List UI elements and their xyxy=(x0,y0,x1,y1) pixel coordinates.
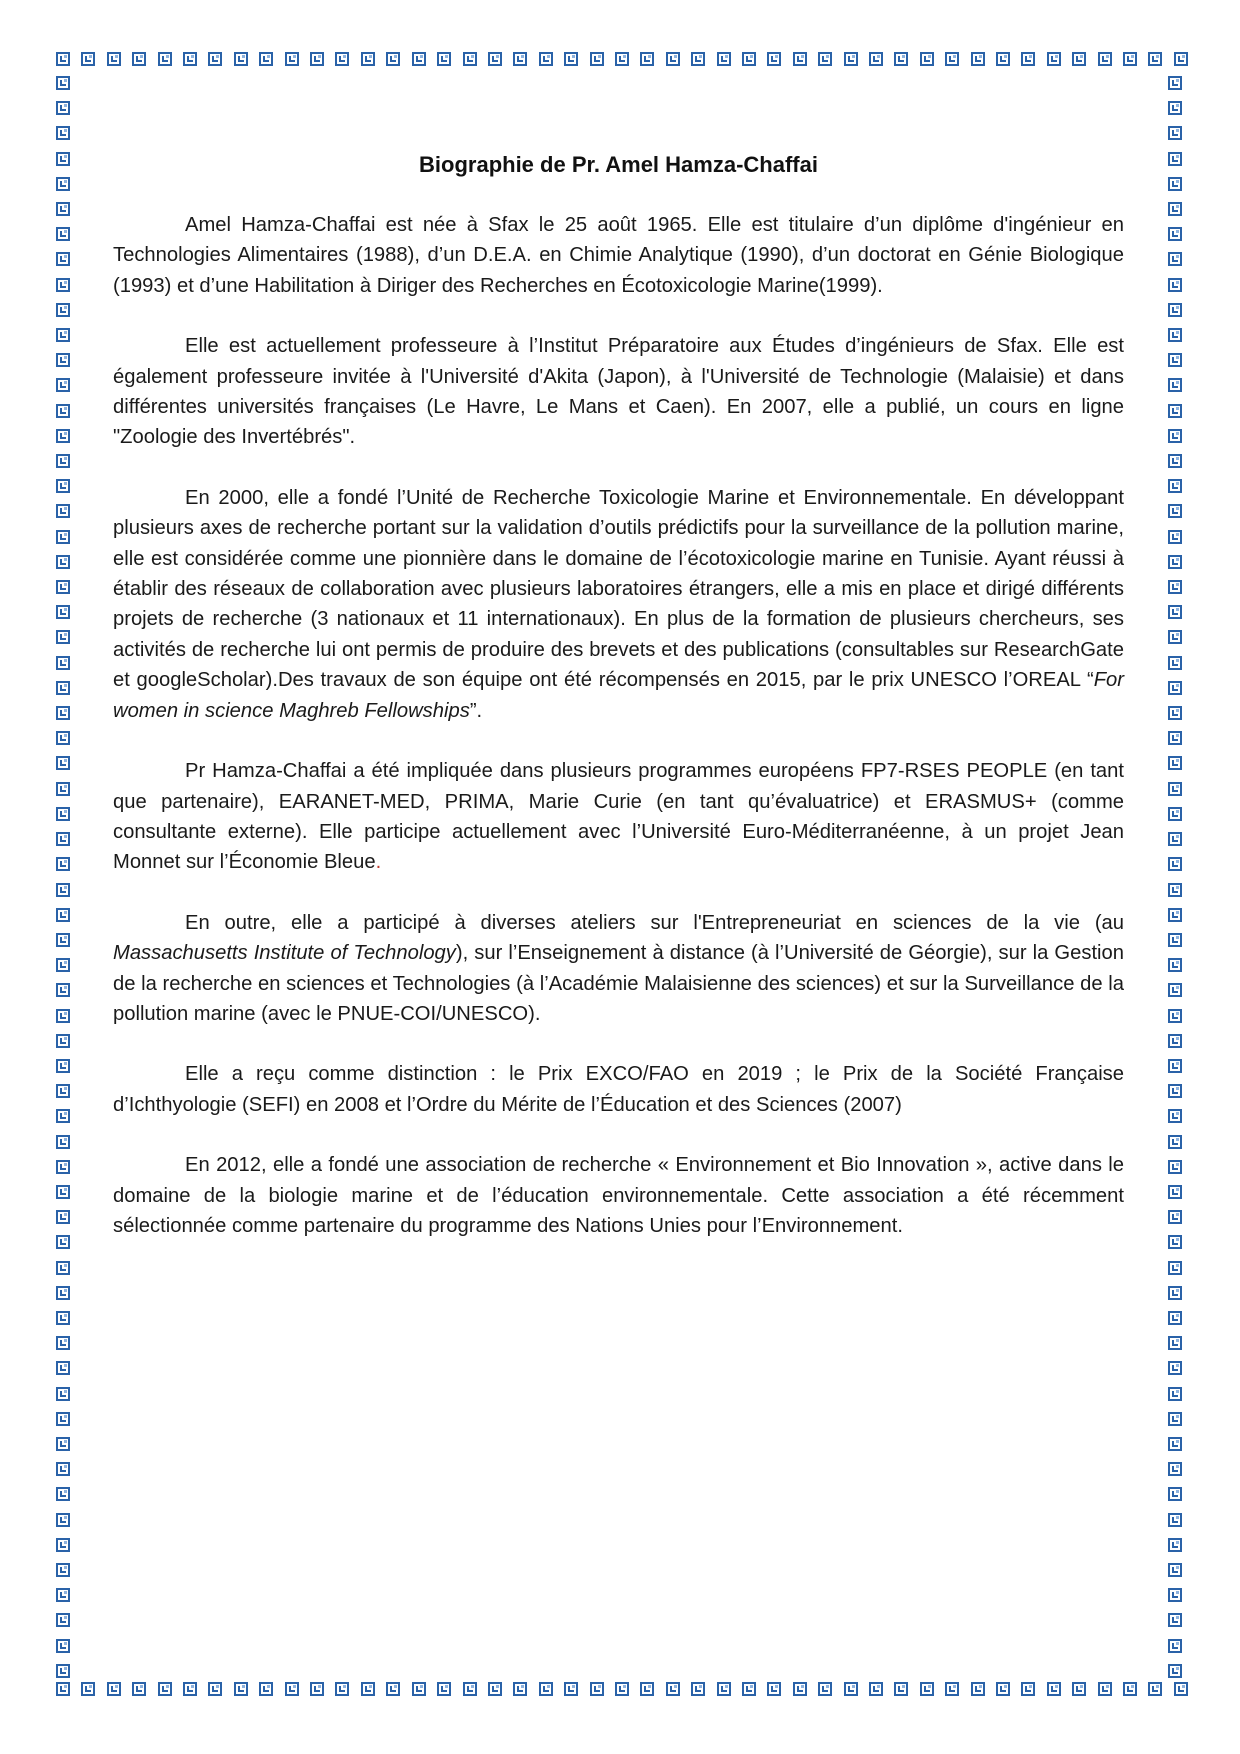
greek-key-tile-icon xyxy=(1168,202,1182,216)
greek-key-tile-icon xyxy=(158,52,172,66)
greek-key-tile-icon xyxy=(56,353,70,367)
greek-key-tile-icon xyxy=(56,1588,70,1602)
greek-key-tile-icon xyxy=(56,605,70,619)
paragraph-text: Massachusetts Institute of Technology xyxy=(113,942,456,965)
greek-key-tile-icon xyxy=(1168,1538,1182,1552)
greek-key-tile-icon xyxy=(463,52,477,66)
greek-key-tile-icon xyxy=(1168,1009,1182,1023)
greek-key-tile-icon xyxy=(56,1210,70,1224)
greek-key-tile-icon xyxy=(335,1682,349,1696)
greek-key-tile-icon xyxy=(767,1682,781,1696)
greek-key-tile-icon xyxy=(945,52,959,66)
greek-key-tile-icon xyxy=(56,152,70,166)
greek-key-tile-icon xyxy=(539,52,553,66)
greek-key-tile-icon xyxy=(1168,303,1182,317)
greek-key-tile-icon xyxy=(1047,1682,1061,1696)
greek-key-tile-icon xyxy=(1168,908,1182,922)
greek-key-tile-icon xyxy=(56,1538,70,1552)
greek-key-tile-icon xyxy=(56,252,70,266)
greek-key-tile-icon xyxy=(971,1682,985,1696)
greek-key-tile-icon xyxy=(107,1682,121,1696)
greek-key-tile-icon xyxy=(56,983,70,997)
greek-key-tile-icon xyxy=(361,1682,375,1696)
greek-key-tile-icon xyxy=(56,454,70,468)
greek-key-tile-icon xyxy=(1168,530,1182,544)
paragraph xyxy=(113,1150,1124,1241)
greek-key-tile-icon xyxy=(818,1682,832,1696)
greek-key-tile-icon xyxy=(742,52,756,66)
greek-key-tile-icon xyxy=(1168,1487,1182,1501)
greek-key-tile-icon xyxy=(1168,580,1182,594)
greek-key-tile-icon xyxy=(793,52,807,66)
greek-key-tile-icon xyxy=(1168,1336,1182,1350)
paragraph-text: ), sur l’Enseignement à distance (à l’Université de Géorgie), sur la Gestion de la recherche en sciences et Technologies (à l’Académie Malaisienne des sciences) et sur la Surveillance de la pollution marine (avec le PNUE-COI/UNESCO). xyxy=(113,942,1124,1025)
greek-key-tile-icon xyxy=(81,52,95,66)
greek-key-tile-icon xyxy=(1168,479,1182,493)
greek-key-tile-icon xyxy=(513,52,527,66)
greek-key-tile-icon xyxy=(1168,857,1182,871)
paragraph xyxy=(113,908,1124,1030)
greek-key-tile-icon xyxy=(208,52,222,66)
greek-key-tile-icon xyxy=(1168,328,1182,342)
greek-key-tile-icon xyxy=(1168,1160,1182,1174)
greek-key-tile-icon xyxy=(1072,1682,1086,1696)
greek-key-tile-icon xyxy=(56,580,70,594)
greek-key-tile-icon xyxy=(437,1682,451,1696)
greek-key-tile-icon xyxy=(1168,404,1182,418)
greek-key-tile-icon xyxy=(56,807,70,821)
greek-key-tile-icon xyxy=(971,52,985,66)
paragraph-text: For women in science Maghreb Fellowships xyxy=(113,669,1124,722)
greek-key-tile-icon xyxy=(56,1261,70,1275)
greek-key-tile-icon xyxy=(56,1664,70,1678)
paragraph xyxy=(113,483,1124,726)
greek-key-tile-icon xyxy=(869,1682,883,1696)
paragraph xyxy=(113,756,1124,878)
greek-key-tile-icon xyxy=(691,52,705,66)
greek-key-tile-icon xyxy=(56,101,70,115)
decorative-border-bottom xyxy=(56,1682,1188,1702)
greek-key-tile-icon xyxy=(285,52,299,66)
paragraph xyxy=(113,210,1124,301)
greek-key-tile-icon xyxy=(844,52,858,66)
greek-key-tile-icon xyxy=(1168,1235,1182,1249)
greek-key-tile-icon xyxy=(793,1682,807,1696)
greek-key-tile-icon xyxy=(1168,1311,1182,1325)
greek-key-tile-icon xyxy=(56,328,70,342)
greek-key-tile-icon xyxy=(844,1682,858,1696)
greek-key-tile-icon xyxy=(1021,52,1035,66)
paragraph-text: Elle a reçu comme distinction : le Prix EXCO/FAO en 2019 ; le Prix de la Société Française d’Ichthyologie (SEFI) en 2008 et l’Ordre du Mérite de l’Éducation et des Sciences (2007) xyxy=(113,1063,1124,1116)
greek-key-tile-icon xyxy=(386,1682,400,1696)
greek-key-tile-icon xyxy=(1072,52,1086,66)
greek-key-tile-icon xyxy=(56,404,70,418)
greek-key-tile-icon xyxy=(615,1682,629,1696)
greek-key-tile-icon xyxy=(56,1487,70,1501)
greek-key-tile-icon xyxy=(259,52,273,66)
greek-key-tile-icon xyxy=(56,1437,70,1451)
greek-key-tile-icon xyxy=(56,227,70,241)
greek-key-tile-icon xyxy=(1168,353,1182,367)
greek-key-tile-icon xyxy=(1168,504,1182,518)
greek-key-tile-icon xyxy=(1168,378,1182,392)
greek-key-tile-icon xyxy=(920,52,934,66)
decorative-border-top xyxy=(56,52,1188,72)
greek-key-tile-icon xyxy=(1168,429,1182,443)
paragraph xyxy=(113,331,1124,453)
greek-key-tile-icon xyxy=(386,52,400,66)
greek-key-tile-icon xyxy=(1168,555,1182,569)
greek-key-tile-icon xyxy=(1168,227,1182,241)
greek-key-tile-icon xyxy=(1168,1135,1182,1149)
greek-key-tile-icon xyxy=(56,933,70,947)
greek-key-tile-icon xyxy=(717,52,731,66)
greek-key-tile-icon xyxy=(1168,152,1182,166)
greek-key-tile-icon xyxy=(1168,101,1182,115)
greek-key-tile-icon xyxy=(56,1160,70,1174)
greek-key-tile-icon xyxy=(894,1682,908,1696)
greek-key-tile-icon xyxy=(1098,52,1112,66)
greek-key-tile-icon xyxy=(590,52,604,66)
greek-key-tile-icon xyxy=(1168,883,1182,897)
greek-key-tile-icon xyxy=(56,1513,70,1527)
greek-key-tile-icon xyxy=(1168,656,1182,670)
paragraph-text: En 2000, elle a fondé l’Unité de Recherche Toxicologie Marine et Environnementale. En développant plusieurs axes de recherche portant sur la validation d’outils prédictifs pour la surveillance de la pollution marine, elle est considérée comme une pionnière dans le domaine de l’écotoxicologie marine en Tunisie. Ayant réussi à établir des réseaux de collaboration avec plusieurs laboratoires étrangers, elle a mis en place et dirigé différents projets de recherche (3 nationaux et 11 internationaux). En plus de la formation de plusieurs chercheurs, ses activités de recherche lui ont permis de produire des brevets et des publications (consultables sur ResearchGate et googleScholar).Des travaux de son équipe ont été récompensés en 2015, par le prix UNESCO l’OREAL “ xyxy=(113,486,1124,692)
greek-key-tile-icon xyxy=(1168,832,1182,846)
greek-key-tile-icon xyxy=(564,52,578,66)
greek-key-tile-icon xyxy=(996,1682,1010,1696)
greek-key-tile-icon xyxy=(1168,807,1182,821)
greek-key-tile-icon xyxy=(590,1682,604,1696)
greek-key-tile-icon xyxy=(539,1682,553,1696)
greek-key-tile-icon xyxy=(945,1682,959,1696)
greek-key-tile-icon xyxy=(412,1682,426,1696)
greek-key-tile-icon xyxy=(56,958,70,972)
greek-key-tile-icon xyxy=(1168,630,1182,644)
greek-key-tile-icon xyxy=(1148,1682,1162,1696)
greek-key-tile-icon xyxy=(564,1682,578,1696)
greek-key-tile-icon xyxy=(1168,1109,1182,1123)
greek-key-tile-icon xyxy=(56,278,70,292)
greek-key-tile-icon xyxy=(56,1135,70,1149)
greek-key-tile-icon xyxy=(640,1682,654,1696)
greek-key-tile-icon xyxy=(463,1682,477,1696)
greek-key-tile-icon xyxy=(1174,52,1188,66)
greek-key-tile-icon xyxy=(56,1084,70,1098)
greek-key-tile-icon xyxy=(1168,1563,1182,1577)
decorative-border-right xyxy=(1168,76,1188,1678)
greek-key-tile-icon xyxy=(1168,731,1182,745)
greek-key-tile-icon xyxy=(56,681,70,695)
greek-key-tile-icon xyxy=(56,1563,70,1577)
greek-key-tile-icon xyxy=(56,202,70,216)
document-title: Biographie de Pr. Amel Hamza-Chaffai xyxy=(419,152,818,177)
greek-key-tile-icon xyxy=(56,630,70,644)
greek-key-tile-icon xyxy=(56,782,70,796)
greek-key-tile-icon xyxy=(208,1682,222,1696)
greek-key-tile-icon xyxy=(56,1682,70,1696)
greek-key-tile-icon xyxy=(1168,1588,1182,1602)
greek-key-tile-icon xyxy=(1168,1059,1182,1073)
greek-key-tile-icon xyxy=(56,1235,70,1249)
greek-key-tile-icon xyxy=(56,656,70,670)
paragraph-text: Amel Hamza-Chaffai est née à Sfax le 25 août 1965. Elle est titulaire d’un diplôme d'ingénieur en Technologies Alimentaires (1988), d’un D.E.A. en Chimie Analytique (1990), d’un doctorat en Génie Biologique (1993) et d’une Habilitation à Diriger des Recherches en Écotoxicologie Marine(1999). xyxy=(113,214,1124,297)
greek-key-tile-icon xyxy=(81,1682,95,1696)
greek-key-tile-icon xyxy=(666,1682,680,1696)
decorative-border-left xyxy=(56,76,76,1678)
greek-key-tile-icon xyxy=(1047,52,1061,66)
greek-key-tile-icon xyxy=(56,883,70,897)
greek-key-tile-icon xyxy=(1168,1261,1182,1275)
greek-key-tile-icon xyxy=(56,479,70,493)
greek-key-tile-icon xyxy=(1168,76,1182,90)
greek-key-tile-icon xyxy=(996,52,1010,66)
greek-key-tile-icon xyxy=(56,731,70,745)
greek-key-tile-icon xyxy=(1168,454,1182,468)
greek-key-tile-icon xyxy=(1123,1682,1137,1696)
greek-key-tile-icon xyxy=(1168,706,1182,720)
greek-key-tile-icon xyxy=(1168,1437,1182,1451)
greek-key-tile-icon xyxy=(56,1613,70,1627)
greek-key-tile-icon xyxy=(56,1412,70,1426)
greek-key-tile-icon xyxy=(335,52,349,66)
greek-key-tile-icon xyxy=(1168,983,1182,997)
greek-key-tile-icon xyxy=(1168,1639,1182,1653)
greek-key-tile-icon xyxy=(818,52,832,66)
greek-key-tile-icon xyxy=(183,52,197,66)
greek-key-tile-icon xyxy=(1168,1462,1182,1476)
paragraph-text: En outre, elle a participé à diverses ateliers sur l'Entrepreneuriat en sciences de la vie (au xyxy=(185,911,1124,934)
greek-key-tile-icon xyxy=(158,1682,172,1696)
greek-key-tile-icon xyxy=(1168,958,1182,972)
greek-key-tile-icon xyxy=(488,1682,502,1696)
greek-key-tile-icon xyxy=(56,429,70,443)
greek-key-tile-icon xyxy=(234,1682,248,1696)
greek-key-tile-icon xyxy=(1168,1613,1182,1627)
greek-key-tile-icon xyxy=(488,52,502,66)
greek-key-tile-icon xyxy=(1168,177,1182,191)
paragraph-text: En 2012, elle a fondé une association de recherche « Environnement et Bio Innovation », active dans le domaine de la biologie marine et de l’éducation environnementale. Cette association a été récemment sélectionnée comme partenaire du programme des Nations Unies pour l’Environnement. xyxy=(113,1154,1124,1237)
greek-key-tile-icon xyxy=(1168,1210,1182,1224)
greek-key-tile-icon xyxy=(412,52,426,66)
greek-key-tile-icon xyxy=(1098,1682,1112,1696)
greek-key-tile-icon xyxy=(615,52,629,66)
greek-key-tile-icon xyxy=(1168,1387,1182,1401)
greek-key-tile-icon xyxy=(56,1387,70,1401)
greek-key-tile-icon xyxy=(1168,1664,1182,1678)
greek-key-tile-icon xyxy=(920,1682,934,1696)
greek-key-tile-icon xyxy=(437,52,451,66)
greek-key-tile-icon xyxy=(56,504,70,518)
paragraph-text: Elle est actuellement professeure à l’Institut Préparatoire aux Études d’ingénieurs de Sfax. Elle est également professeure invitée à l'Université d'Akita (Japon), à l'Université de Technologie (Malaisie) et dans différentes universités françaises (Le Havre, Le Mans et Caen). En 2007, elle a publié, un cours en ligne "Zoologie des Invertébrés". xyxy=(113,335,1124,449)
greek-key-tile-icon xyxy=(56,1462,70,1476)
paragraph-text: ”. xyxy=(469,699,483,722)
greek-key-tile-icon xyxy=(234,52,248,66)
greek-key-tile-icon xyxy=(56,857,70,871)
greek-key-tile-icon xyxy=(1168,756,1182,770)
greek-key-tile-icon xyxy=(56,1286,70,1300)
greek-key-tile-icon xyxy=(1168,278,1182,292)
greek-key-tile-icon xyxy=(666,52,680,66)
greek-key-tile-icon xyxy=(56,378,70,392)
greek-key-tile-icon xyxy=(56,1311,70,1325)
greek-key-tile-icon xyxy=(1168,1084,1182,1098)
greek-key-tile-icon xyxy=(183,1682,197,1696)
greek-key-tile-icon xyxy=(1174,1682,1188,1696)
greek-key-tile-icon xyxy=(56,756,70,770)
greek-key-tile-icon xyxy=(1168,1412,1182,1426)
greek-key-tile-icon xyxy=(285,1682,299,1696)
paragraph-list xyxy=(113,210,1124,1241)
greek-key-tile-icon xyxy=(132,52,146,66)
greek-key-tile-icon xyxy=(107,52,121,66)
greek-key-tile-icon xyxy=(310,1682,324,1696)
greek-key-tile-icon xyxy=(361,52,375,66)
greek-key-tile-icon xyxy=(1168,782,1182,796)
greek-key-tile-icon xyxy=(1168,933,1182,947)
greek-key-tile-icon xyxy=(691,1682,705,1696)
greek-key-tile-icon xyxy=(56,555,70,569)
greek-key-tile-icon xyxy=(1168,126,1182,140)
greek-key-tile-icon xyxy=(56,1185,70,1199)
greek-key-tile-icon xyxy=(56,1009,70,1023)
greek-key-tile-icon xyxy=(1168,1185,1182,1199)
greek-key-tile-icon xyxy=(640,52,654,66)
greek-key-tile-icon xyxy=(742,1682,756,1696)
greek-key-tile-icon xyxy=(56,1034,70,1048)
greek-key-tile-icon xyxy=(1168,1034,1182,1048)
greek-key-tile-icon xyxy=(1168,605,1182,619)
greek-key-tile-icon xyxy=(1123,52,1137,66)
greek-key-tile-icon xyxy=(56,52,70,66)
greek-key-tile-icon xyxy=(56,1361,70,1375)
greek-key-tile-icon xyxy=(56,1109,70,1123)
paragraph-text: . xyxy=(375,851,382,874)
greek-key-tile-icon xyxy=(259,1682,273,1696)
greek-key-tile-icon xyxy=(1168,1361,1182,1375)
greek-key-tile-icon xyxy=(56,303,70,317)
greek-key-tile-icon xyxy=(1168,1513,1182,1527)
greek-key-tile-icon xyxy=(56,76,70,90)
greek-key-tile-icon xyxy=(1021,1682,1035,1696)
greek-key-tile-icon xyxy=(767,52,781,66)
greek-key-tile-icon xyxy=(56,1059,70,1073)
paragraph xyxy=(113,1059,1124,1120)
greek-key-tile-icon xyxy=(869,52,883,66)
greek-key-tile-icon xyxy=(56,832,70,846)
greek-key-tile-icon xyxy=(132,1682,146,1696)
greek-key-tile-icon xyxy=(56,126,70,140)
greek-key-tile-icon xyxy=(56,1336,70,1350)
greek-key-tile-icon xyxy=(56,1639,70,1653)
greek-key-tile-icon xyxy=(56,908,70,922)
greek-key-tile-icon xyxy=(1148,52,1162,66)
greek-key-tile-icon xyxy=(894,52,908,66)
greek-key-tile-icon xyxy=(56,530,70,544)
greek-key-tile-icon xyxy=(1168,681,1182,695)
document-body xyxy=(113,150,1124,1271)
greek-key-tile-icon xyxy=(717,1682,731,1696)
greek-key-tile-icon xyxy=(1168,252,1182,266)
greek-key-tile-icon xyxy=(513,1682,527,1696)
greek-key-tile-icon xyxy=(56,177,70,191)
paragraph-text: Pr Hamza-Chaffai a été impliquée dans plusieurs programmes européens FP7-RSES PEOPLE (en tant que partenaire), EARANET-MED, PRIMA, Marie Curie (en tant qu’évaluatrice) et ERASMUS+ (comme consultante externe). Elle participe actuellement avec l’Université Euro-Méditerranéenne, à un projet Jean Monnet sur l’Économie Bleue xyxy=(113,760,1124,874)
greek-key-tile-icon xyxy=(56,706,70,720)
greek-key-tile-icon xyxy=(310,52,324,66)
greek-key-tile-icon xyxy=(1168,1286,1182,1300)
